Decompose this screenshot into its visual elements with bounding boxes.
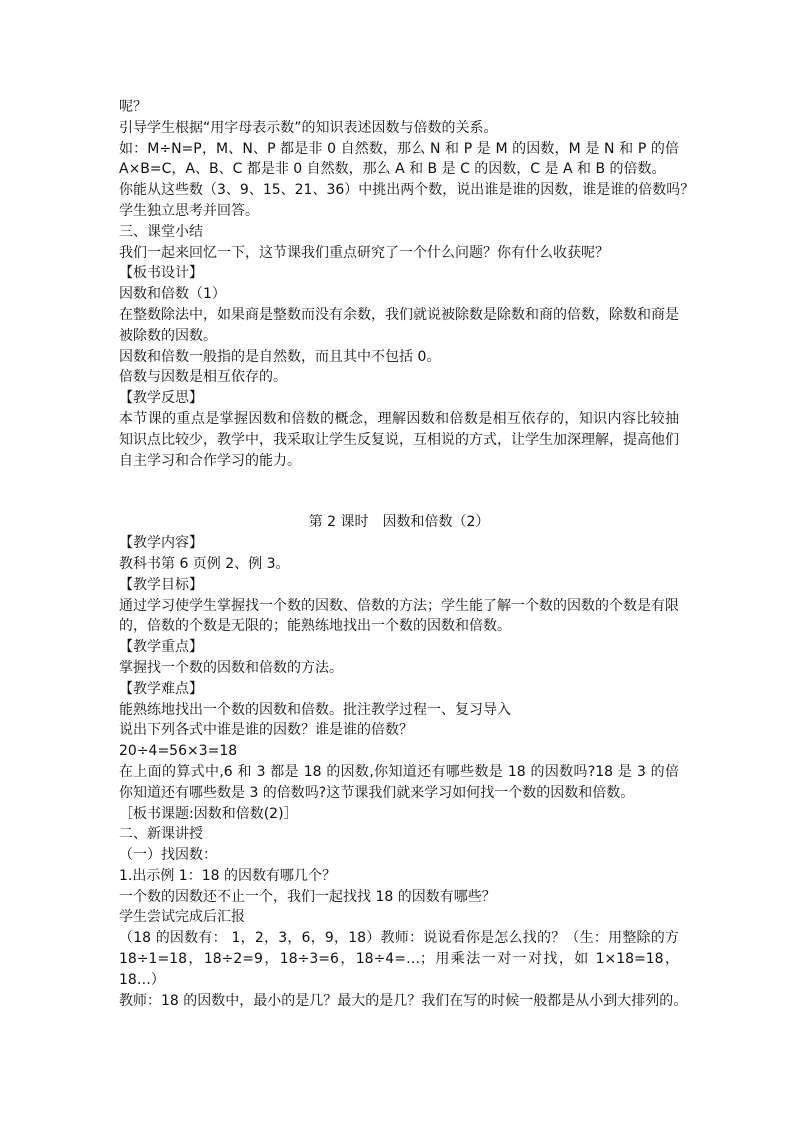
section-heading: 【板书设计】	[119, 265, 203, 282]
text-line: 学生独立思考并回答。	[119, 202, 259, 219]
text-line: 如：M÷N=P，M、N、P 都是非 0 自然数，那么 N 和 P 是 M 的因数，M 是 N 和 P 的倍	[119, 140, 679, 157]
text-line: 在上面的算式中,6 和 3 都是 18 的因数,你知道还有哪些数是 18 的因数吗?18 是 3 的倍	[119, 763, 679, 780]
text-line: 掌握找一个数的因数和倍数的方法。	[119, 659, 343, 676]
lesson-1-section	[119, 97, 695, 471]
text-line: A×B=C，A、B、C 都是非 0 自然数，那么 A 和 B 是 C 的因数，C 是 A 和 B 的倍数。	[119, 161, 666, 178]
text-line: 的，倍数的个数是无限的；能熟练地找出一个数的因数和倍数。	[119, 618, 511, 635]
text-line: 1.出示例 1：18 的因数有哪几个？	[119, 867, 336, 884]
text-line: 18…）	[119, 971, 165, 988]
text-line: 在整数除法中，如果商是整数而没有余数，我们就说被除数是除数和商的倍数，除数和商是	[119, 306, 679, 323]
text-line: 倍数与因数是相互依存的。	[119, 369, 287, 386]
text-line: 引导学生根据“用字母表示数”的知识表述因数与倍数的关系。	[119, 119, 498, 136]
text-line: 知识点比较少，教学中，我采取让学生反复说，互相说的方式，让学生加深理解，提高他们	[119, 431, 679, 448]
text-line: 你知道还有哪些数是 3 的倍数吗?这节课我们就来学习如何找一个数的因数和倍数。	[119, 784, 635, 801]
section-gap	[119, 471, 679, 512]
section-heading: 【教学难点】	[119, 680, 203, 697]
text-line: 自主学习和合作学习的能力。	[119, 452, 301, 469]
text-line: 通过学习使学生掌握找一个数的因数、倍数的方法；学生能了解一个数的因数的个数是有限	[119, 597, 679, 614]
text-line: 因数和倍数（1）	[119, 286, 226, 303]
section-heading: 【教学重点】	[119, 639, 203, 656]
text-line: （一）找因数：	[119, 847, 217, 864]
text-line: 教科书第 6 页例 2、例 3。	[119, 555, 290, 572]
text-line: （18 的因数有： 1，2，3，6，9，18）教师：说说看你是怎么找的？（生：用整除的方	[119, 930, 679, 947]
text-line: 你能从这些数（3、9、15、21、36）中挑出两个数，说出谁是谁的因数，谁是谁的倍数吗？	[119, 182, 695, 199]
text-line: 18÷1=18，18÷2=9，18÷3=6，18÷4=…；用乘法一对一对找，如 1×18=18，	[119, 951, 679, 968]
equation-line: 20÷4=56×3=18	[119, 743, 238, 760]
lesson-2-section	[119, 533, 688, 1011]
lesson-title: 第 2 课时 因数和倍数（2）	[308, 514, 490, 531]
text-line: 教师：18 的因数中，最小的是几？最大的是几？我们在写的时候一般都是从小到大排列的。	[119, 992, 688, 1009]
document-page	[119, 97, 695, 1011]
section-heading: 【教学反思】	[119, 390, 203, 407]
text-line: ［板书课题:因数和倍数(2)］	[119, 805, 298, 822]
text-line: 一个数的因数还不止一个，我们一起找找 18 的因数有哪些？	[119, 888, 496, 905]
text-line: 能熟练地找出一个数的因数和倍数。批注教学过程一、复习导入	[119, 701, 511, 718]
section-heading: 三、课堂小结	[119, 223, 203, 240]
text-line: 说出下列各式中谁是谁的因数？谁是谁的倍数？	[119, 722, 413, 739]
section-heading: 【教学内容】	[119, 535, 203, 552]
section-heading: 【教学目标】	[119, 576, 203, 593]
text-line: 被除数的因数。	[119, 327, 217, 344]
text-line: 呢？	[119, 99, 147, 115]
text-line: 学生尝试完成后汇报	[119, 909, 245, 926]
text-line: 我们一起来回忆一下，这节课我们重点研究了一个什么问题？你有什么收获呢？	[119, 244, 609, 261]
text-line: 因数和倍数一般指的是自然数，而且其中不包括 0。	[119, 348, 441, 365]
section-heading: 二、新课讲授	[119, 826, 203, 843]
text-line: 本节课的重点是掌握因数和倍数的概念，理解因数和倍数是相互依存的，知识内容比较抽	[119, 410, 679, 427]
